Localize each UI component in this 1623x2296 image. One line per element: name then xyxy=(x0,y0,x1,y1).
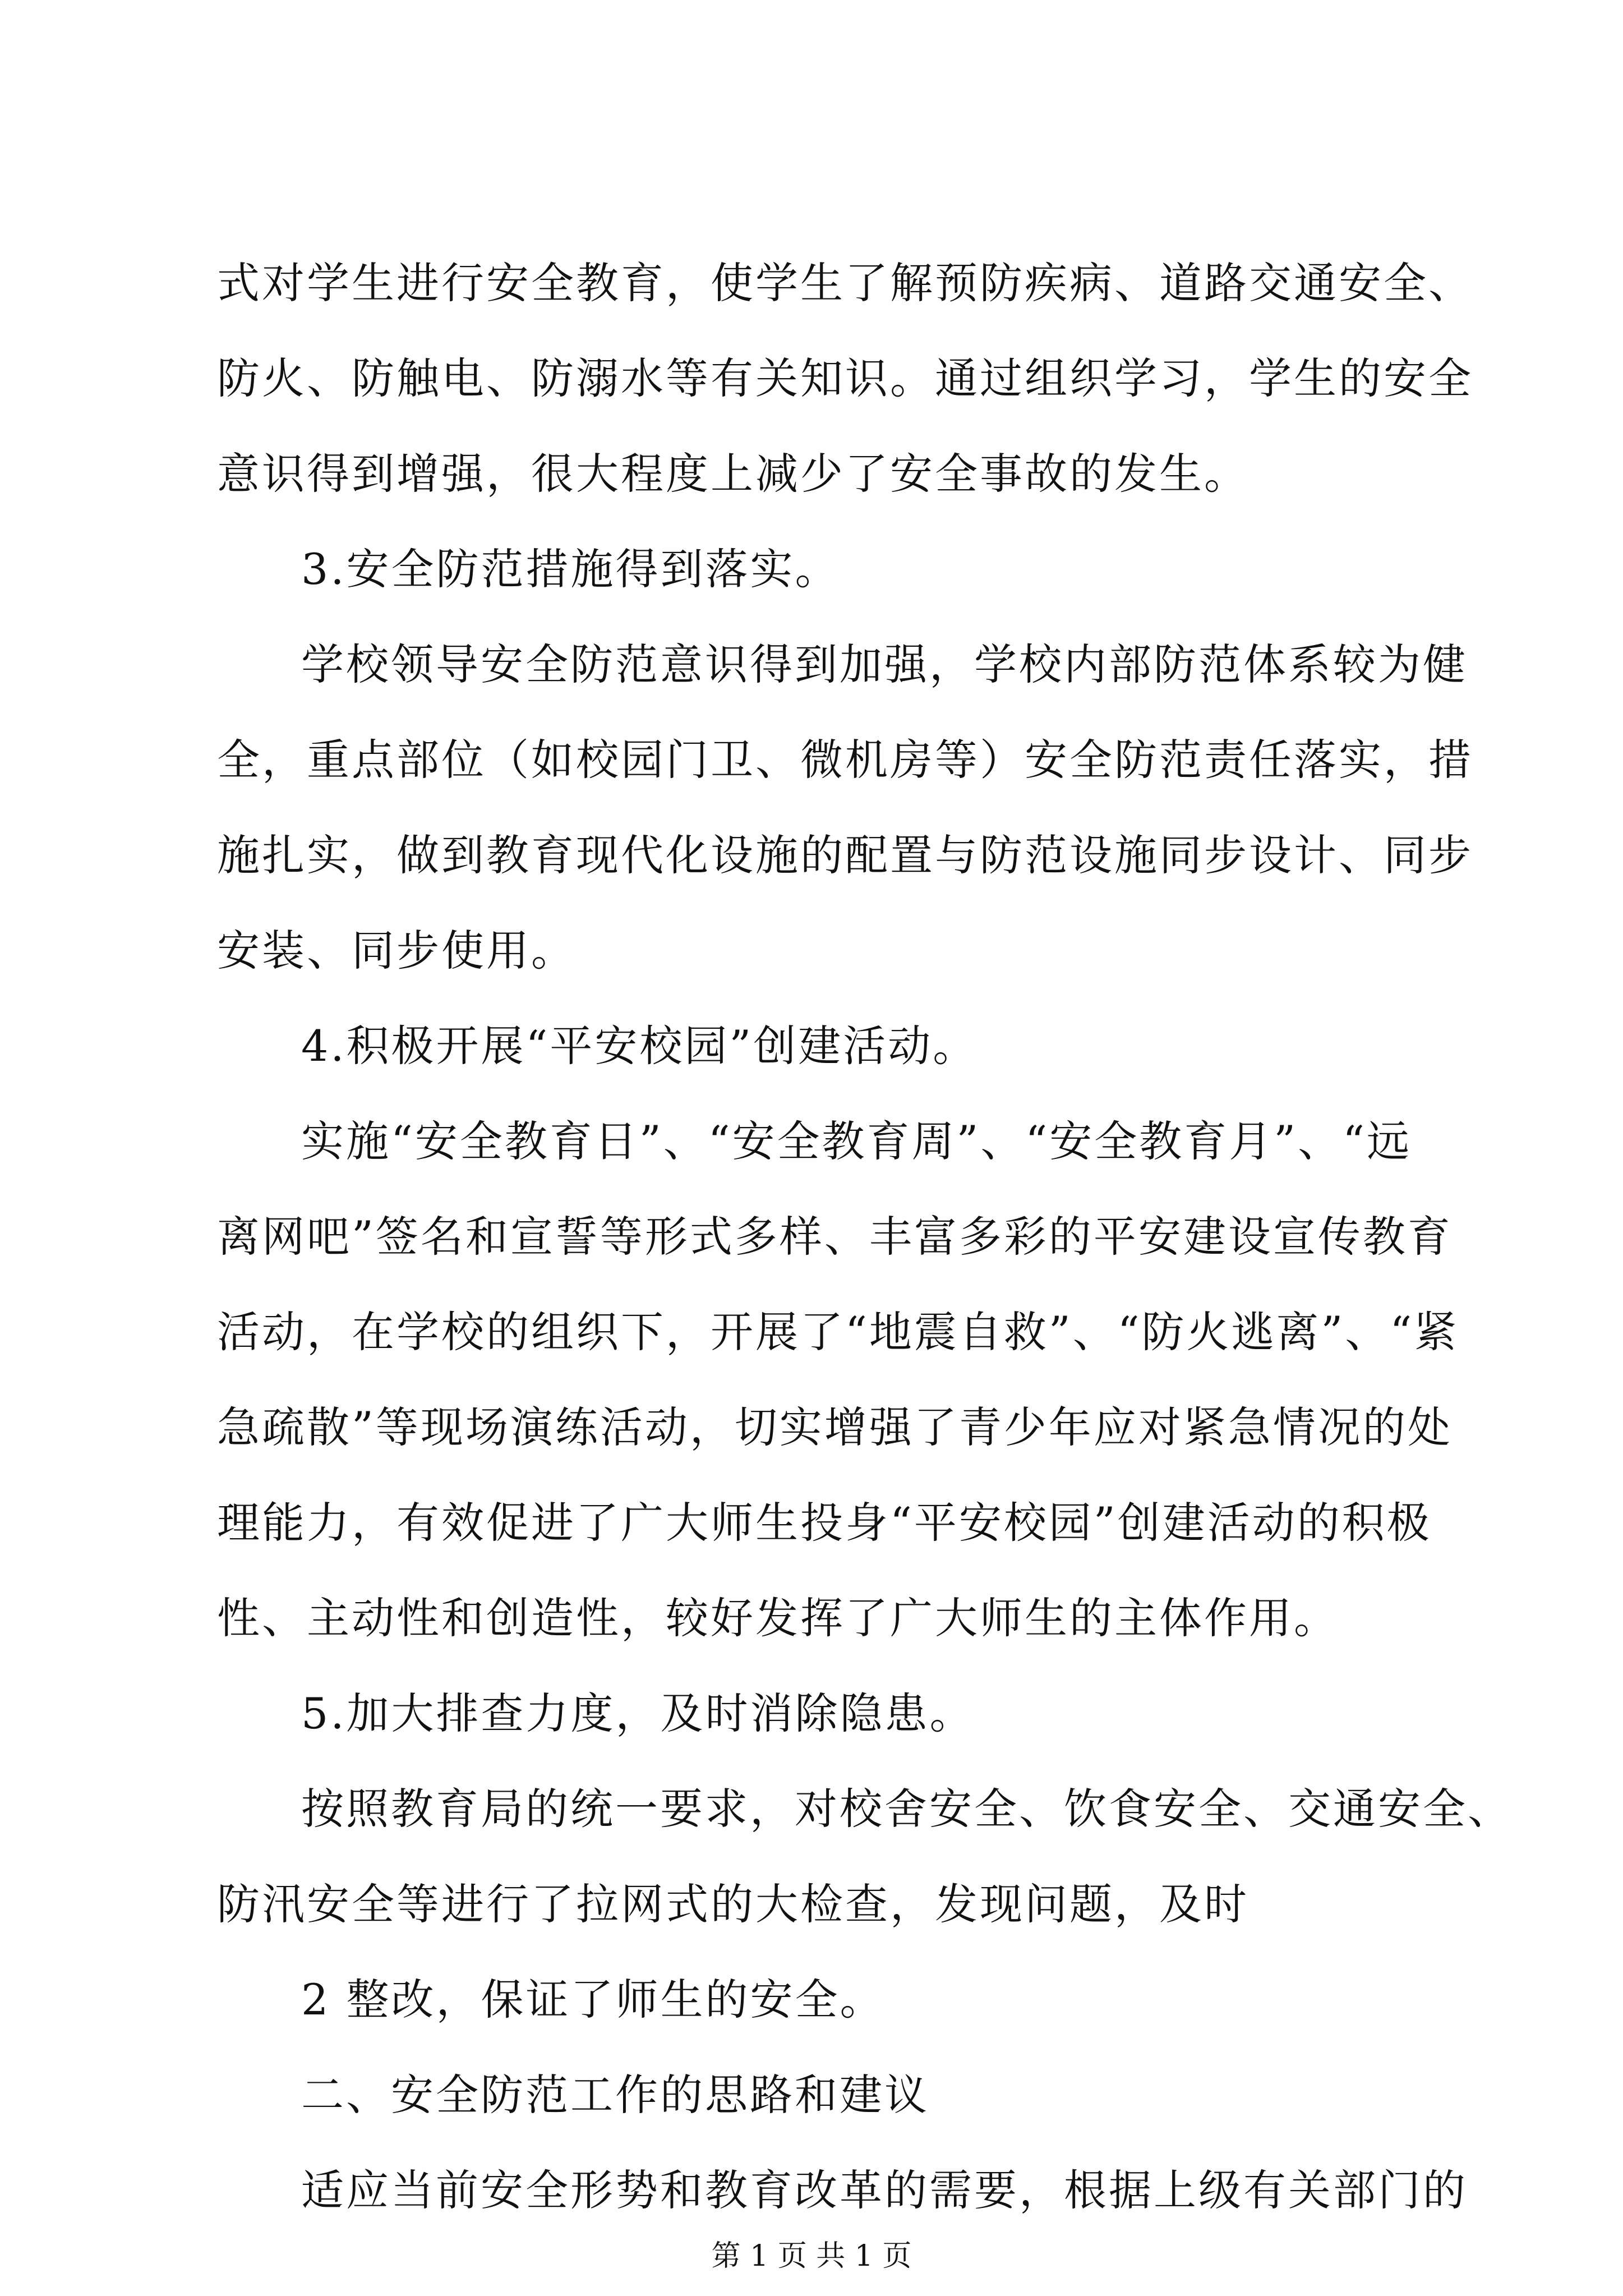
body-line: 急疏散”等现场演练活动，切实增强了青少年应对紧急情况的处 xyxy=(217,1402,1453,1452)
section-heading: 3.安全防范措施得到落实。 xyxy=(301,544,840,594)
body-line: 全，重点部位（如校园门卫、微机房等）安全防范责任落实，措 xyxy=(217,735,1473,785)
body-line: 式对学生进行安全教育，使学生了解预防疾病、道路交通安全、 xyxy=(217,258,1473,308)
body-line: 性、主动性和创造性，较好发挥了广大师生的主体作用。 xyxy=(217,1593,1339,1643)
body-line: 安装、同步使用。 xyxy=(217,926,576,976)
page-footer: 第 1 页 共 1 页 xyxy=(711,2239,912,2273)
body-line: 学校领导安全防范意识得到加强，学校内部防范体系较为健 xyxy=(301,639,1468,689)
section-heading: 4.积极开展“平安校园”创建活动。 xyxy=(301,1021,978,1071)
body-line: 按照教育局的统一要求，对校舍安全、饮食安全、交通安全、 xyxy=(301,1784,1513,1834)
body-line: 防火、防触电、防溺水等有关知识。通过组织学习，学生的安全 xyxy=(217,353,1473,403)
body-line: 实施“安全教育日”、“安全教育周”、“安全教育月”、“远 xyxy=(301,1116,1412,1166)
body-line: 2 整改，保证了师生的安全。 xyxy=(301,1975,885,2024)
body-line: 意识得到增强，很大程度上减少了安全事故的发生。 xyxy=(217,449,1249,499)
body-line: 施扎实，做到教育现代化设施的配置与防范设施同步设计、同步 xyxy=(217,830,1473,880)
section-heading: 5.加大排查力度，及时消除隐患。 xyxy=(301,1688,975,1738)
body-line: 理能力，有效促进了广大师生投身“平安校园”创建活动的积极 xyxy=(217,1498,1432,1548)
body-line: 适应当前安全形势和教育改革的需要，根据上级有关部门的 xyxy=(301,2165,1468,2215)
section-heading: 二、安全防范工作的思路和建议 xyxy=(301,2070,929,2120)
body-line: 离网吧”签名和宣誓等形式多样、丰富多彩的平安建设宣传教育 xyxy=(217,1212,1453,1262)
body-line: 防汛安全等进行了拉网式的大检查，发现问题，及时 xyxy=(217,1879,1249,1929)
body-line: 活动，在学校的组织下，开展了“地震自救”、“防火逃离”、“紧 xyxy=(217,1307,1459,1357)
